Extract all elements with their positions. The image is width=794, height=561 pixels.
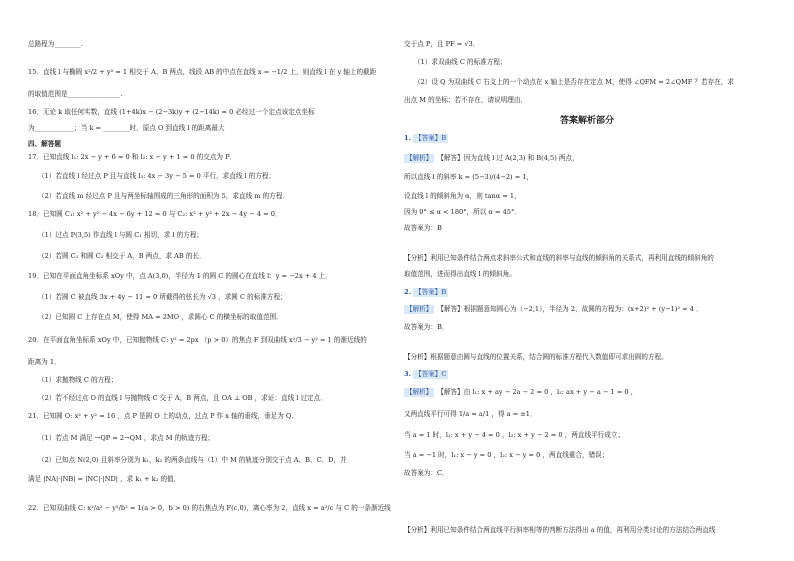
q15-line1: 15．直线 l 与椭圆 x²/2 + y² = 1 相交于 A、B 两点，线段 AB 的中点在直线 x = −1/2 上，则直线 l 在 y 轴上的截距 [28, 68, 377, 76]
answer-2-badge: 【答案】B [415, 288, 447, 296]
answer-1-badge: 【答案】B [415, 134, 447, 142]
q19-part1: （1）若圆 C 被直线 3x + 4y − 11 = 0 所截得的弦长为 √3 ，求圆 C 的标准方程； [38, 293, 287, 301]
q17-part1: （1）若直线 l 经过点 P 且与直线 l₃: 4x − 3y − 5 = 0 平行，求直线 l 的方程； [38, 172, 276, 180]
answer-1-line2: 所以直线 l 的斜率 k = (5−3)/(4−2) = 1， [404, 173, 534, 181]
answer-3-header [404, 370, 770, 379]
answer-3-analysis: 【分析】利用已知条件结合两直线平行斜率相等的判断方法得出 a 的值，再利用分类讨论的方法结合两直线 [404, 526, 716, 534]
answer-2-analysis-badge: 【解析】 [406, 305, 433, 313]
answer-3-line3: 当 a = 1 时，l₁: x + y − 4 = 0 ，l₂: x + y − 2 = 0 ，两直线平行成立； [404, 431, 625, 439]
answer-1-header [404, 134, 770, 143]
answer-1-analysis-line2: 取值范围，进而得出直线 l 的倾斜角。 [404, 270, 516, 278]
answer-1-analysis-line1: 【分析】利用已知条件结合两点求斜率公式和直线的斜率与直线的倾斜角的关系式，再利用直线的倾斜角的 [404, 254, 714, 262]
q20-line1: 20．在平面直角坐标系 xOy 中，已知抛物线 C: y² = 2px （p > 0）的焦点 F 到双曲线 x²/3 − y² = 1 的渐近线的 [28, 336, 367, 344]
answer-1-line4: 因为 0° ≤ α < 180°，所以 α = 45°． [404, 208, 521, 216]
q22-stem: 22．已知双曲线 C: x²/a² − y²/b² = 1(a > 0，b > 0) 的右焦点为 F(c,0)，离心率为 2，直线 x = a²/c 与 C 的一条渐近线 [28, 504, 391, 512]
q18-part1: （1）过点 P(3,5) 作直线 l 与圆 C₁ 相切，求 l 的方程； [38, 231, 204, 239]
answer-1-line5: 故答案为：B [404, 224, 442, 232]
answer-2-header [404, 288, 770, 297]
answer-3-line1 [404, 388, 770, 397]
right-column [404, 0, 770, 561]
answer-2-analysis: 【分析】根据题意由圆与直线的位置关系，结合圆的标准方程代入数值即可求出圆的方程。 [404, 353, 668, 361]
q17-stem: 17．已知直线 l₁: 2x − y + 6 = 0 和 l₂: x − y + 1 = 0 的交点为 P． [28, 153, 237, 161]
answer-1-analysis-badge: 【解析】 [406, 154, 433, 162]
q22-part2: （2）设 Q 为双曲线 C 右支上的一个动点在 x 轴上是否存在定点 M，使得 ∠QFM = 2∠QMF ？若存在，求 [414, 78, 734, 86]
q21-stem: 21．已知圆 O: x² + y² = 16 ，点 P 是圆 O 上的动点，过点 P 作 x 轴的垂线，垂足为 Q． [28, 412, 298, 420]
answer-2-number: 2. [404, 288, 411, 296]
q14-tail: 总路程为________. [28, 40, 83, 48]
q20-line2: 距离为 1． [28, 358, 61, 366]
answer-3-solution-text: 【解答】由 l₁: x + ay − 2a − 2 = 0 ，l₂: ax + y − a − 1 = 0 ， [437, 388, 638, 396]
q20-part1: （1）求抛物线 C 的方程； [38, 376, 118, 384]
q18-part2: （2）若圆 C₁ 和圆 C₂ 相交于 A，B 两点，求 AB 的长． [38, 252, 206, 260]
answer-1-number: 1. [404, 134, 411, 142]
answer-2-line1 [404, 305, 770, 314]
q16-line1: 16．无论 k 取任何实数，直线 (1+4k)x − (2−3k)y + (2−14k) = 0 必经过一个定点该定点坐标 [28, 108, 315, 116]
answer-1-line3: 设直线 l 的倾斜角为 α，则 tanα = 1， [404, 192, 521, 200]
answer-2-solution-text: 【解答】根据题意知圆心为（−2,1），半径为 2，故圆的方程为：(x+2)² + (y−1)² = 4 ． [437, 305, 703, 313]
answer-3-line4: 当 a = −1 时，l₁: x − y = 0 ，l₂: x − y = 0 ，两直线重合，错误； [404, 451, 609, 459]
q17-part2: （2）若直线 m 经过点 P 且与两坐标轴围成的三角形的面积为 5，求直线 m 的方程． [38, 192, 290, 200]
section-heading: 四、解答题 [28, 140, 61, 148]
answer-3-analysis-badge: 【解析】 [406, 388, 433, 396]
q22-part2-cont: 出点 M 的坐标；若不存在，请说明理由． [404, 96, 528, 104]
q21-part1: （1）若点 M 满足 →QP = 2→QM ，求点 M 的轨迹方程； [38, 434, 215, 442]
q19-part2: （2）已知圆 C 上存在点 M，使得 MA = 2MO ，求圆心 C 的横坐标的取值范围． [38, 313, 283, 321]
answer-2-line2: 故答案为：B． [404, 323, 449, 331]
q21-part2-cont: 满足 |NA|·|NB| = |NC|·|ND| ，求 k₁ + k₂ 的值． [28, 475, 181, 483]
answer-3-line5: 故答案为：C． [404, 469, 449, 477]
answer-1-solution-text: 【解答】因为直线 l 过 A(2,3) 和 B(4,5) 两点， [437, 154, 579, 162]
answer-3-number: 3. [404, 370, 411, 378]
answer-3-line2: 又两直线平行可得 1/a = a/1 ，得 a = ±1． [404, 410, 537, 418]
q22-tail: 交于点 P，且 PF = √3． [404, 40, 480, 48]
answer-section-title: 答案解析部分 [559, 116, 614, 126]
left-column [28, 0, 392, 561]
answer-1-solution-line1 [404, 154, 770, 163]
answer-3-badge: 【答案】C [415, 370, 447, 378]
q16-line2: 为____________；当 k = ________时，原点 O 到直线 l 的距离最大 [28, 124, 225, 132]
q15-line2: 的取值范围是________________. [28, 90, 123, 98]
q19-stem: 19．已知在平面直角坐标系 xOy 中，点 A(3,0)，半径为 1 的圆 C 的圆心在直线 l：y = −2x + 4 上． [28, 272, 332, 280]
q20-part2: （2）若不经过点 O 的直线 l 与抛物线 C 交于 A，B 两点，且 OA ⊥ OB ，求证：直线 l 过定点． [38, 394, 327, 402]
q21-part2: （2）已知点 N(2,0) 且斜率分别为 k₁，k₂ 的两条直线与（1）中 M 的轨迹分别交于点 A、B、C、D，并 [38, 456, 347, 464]
q18-stem: 18．已知圆 C₁: x² + y² − 4x − 6y + 12 = 0 与 C₂: x² + y² + 2x − 4y − 4 = 0． [28, 210, 282, 218]
q22-part1: （1）求双曲线 C 的标准方程； [414, 58, 507, 66]
